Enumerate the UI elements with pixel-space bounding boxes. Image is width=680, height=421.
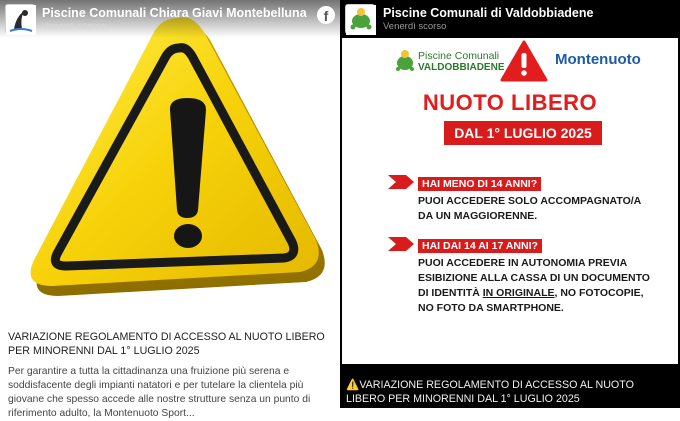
post-header [340,0,680,40]
section-text [418,194,641,224]
poster-headline: NUOTO LIBERO [422,90,598,115]
post-title-text: VARIAZIONE REGOLAMENTO DI ACCESSO AL NUOTO LIBERO PER MINORENNI DAL 1° LUGLIO 2025 [346,379,634,405]
section-text-part: , NO FOTOCOPIE, [554,287,644,299]
post-text [8,330,334,421]
section-line: ESIBIZIONE ALLA CASSA DI UN DOCUMENTO [418,272,650,284]
section-text [418,256,650,316]
montenuoto-logo: Montenuoto [555,51,641,68]
section-line: DA UN MAGGIORENNE. [418,210,538,222]
post-date[interactable]: Venerdì scorso [42,21,106,32]
turtle-logo-icon [346,5,376,35]
section-line: PUOI ACCEDERE SOLO ACCOMPAGNATO/A [418,195,642,207]
logo-line2: VALDOBBIADENE [418,62,505,73]
logo-line1: Piscine Comunali [418,50,500,62]
post-date[interactable]: Venerdì scorso [383,21,447,32]
page-name[interactable]: Piscine Comunali Chiara Giavi Montebelluna [42,6,307,20]
section-line: PUOI ACCEDERE IN AUTONOMIA PREVIA [418,257,628,269]
post-right[interactable] [340,0,680,408]
post-title [346,378,676,406]
poster-section-14-17 [388,236,650,316]
post-body: Per garantire a tutta la cittadinanza una fruizione più serena e soddisfacente degli impianti natatori e per tutelare la clientela più giovane che spesso accede alle nostre strutture senza un punto di riferimento adulto, la Montenuoto Sport... [8,366,311,419]
warning-sign-graphic [0,0,340,318]
section-label: HAI MENO DI 14 ANNI? [418,177,541,191]
post-image-poster[interactable] [342,38,678,364]
turtle-icon [394,49,416,73]
section-line [418,286,650,301]
swimmer-logo-icon [6,5,36,35]
post-title: VARIAZIONE REGOLAMENTO DI ACCESSO AL NUOTO LIBERO PER MINORENNI DAL 1° LUGLIO 2025 [8,331,325,357]
poster-date-banner: DAL 1° LUGLIO 2025 [444,121,602,145]
poster-section-under-14 [388,174,641,224]
section-line: NO FOTO DA SMARTPHONE. [418,302,564,314]
post-header [0,0,340,38]
post-image-warning[interactable] [0,0,340,318]
chevron-right-icon [388,237,414,251]
warning-icon [500,40,548,82]
chevron-right-icon [388,175,414,189]
post-left[interactable] [0,0,340,419]
section-text-part: DI IDENTITÀ [418,287,483,299]
piscine-valdobbiadene-logo [392,48,505,76]
page-avatar[interactable] [5,4,35,34]
facebook-icon[interactable]: f [317,6,335,24]
section-label: HAI DAI 14 AI 17 ANNI? [418,239,542,253]
warning-icon: ⚠️ [346,379,360,391]
page-name[interactable]: Piscine Comunali di Valdobbiadene [383,6,594,20]
page-avatar[interactable] [345,4,375,34]
underlined-text: IN ORIGINALE [482,287,555,299]
